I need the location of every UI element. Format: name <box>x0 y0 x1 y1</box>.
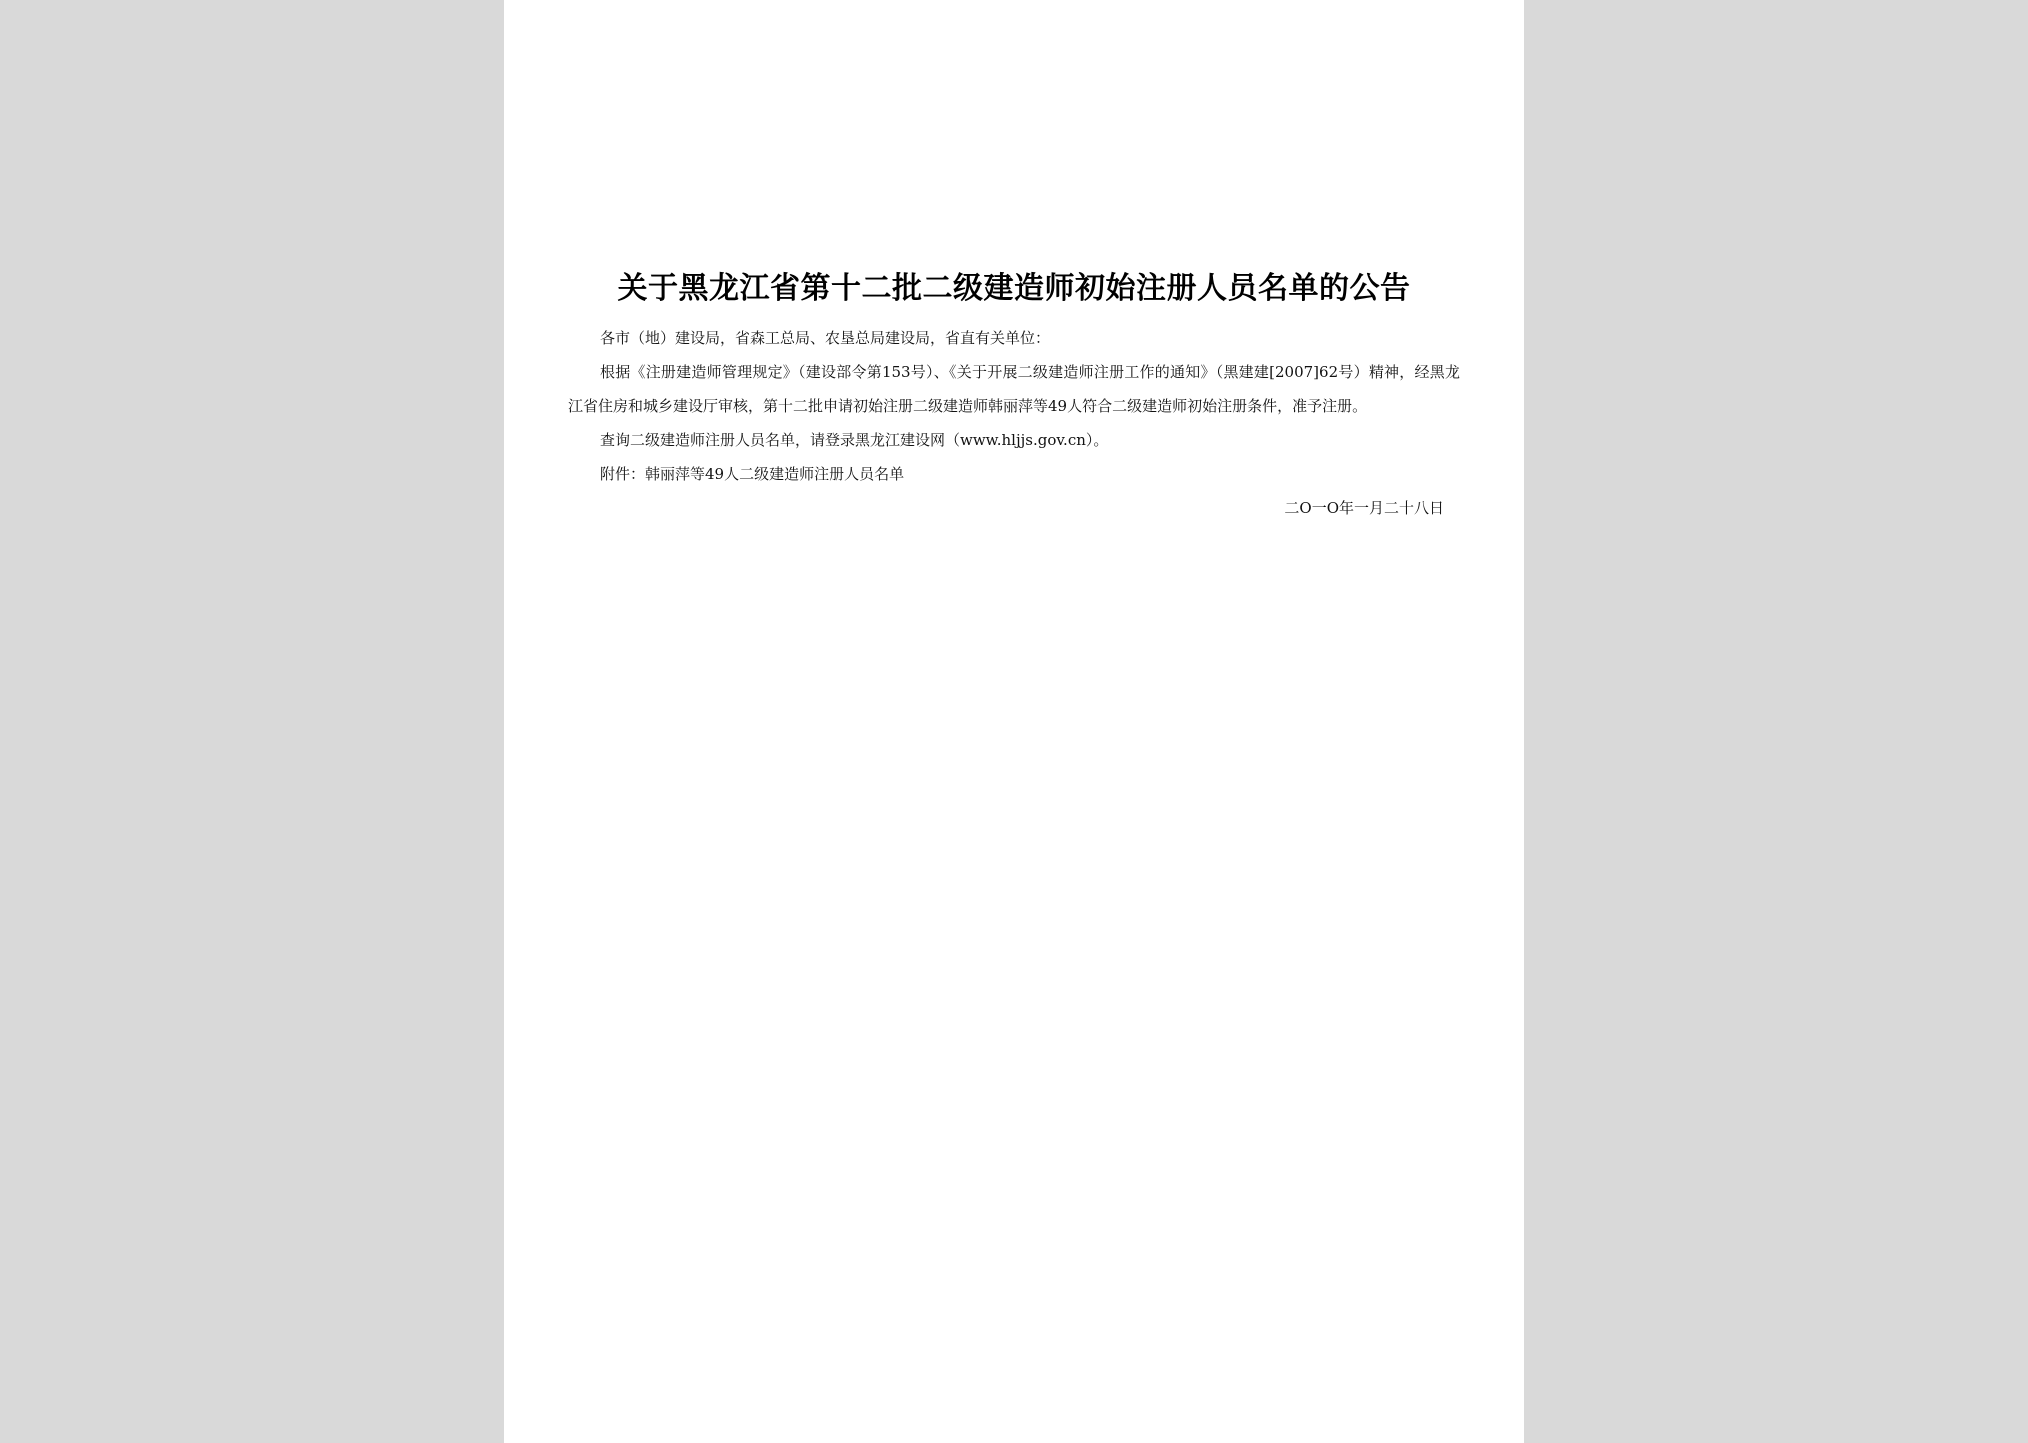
paragraph-query: 查询二级建造师注册人员名单，请登录黑龙江建设网（www.hljjs.gov.cn）。 <box>600 431 1109 449</box>
salutation: 各市（地）建设局，省森工总局、农垦总局建设局，省直有关单位： <box>600 329 1051 347</box>
paragraph-basis: 根据《注册建造师管理规定》（建设部令第153号）、《关于开展二级建造师注册工作的通知》（黑建建[2007]62号）精神，经黑龙江省住房和城乡建设厅审核，第十二批申请初始注册二级建造师韩丽萍等49人符合二级建造师初始注册条件，准予注册。 <box>568 363 1460 415</box>
document-page <box>504 0 1524 1443</box>
document-title: 关于黑龙江省第十二批二级建造师初始注册人员名单的公告 <box>617 271 1411 306</box>
document-date: 二O一O年一月二十八日 <box>1284 499 1444 517</box>
paragraph-attachment: 附件：韩丽萍等49人二级建造师注册人员名单 <box>600 465 905 483</box>
document-content <box>568 268 1460 525</box>
document-body <box>568 321 1460 525</box>
